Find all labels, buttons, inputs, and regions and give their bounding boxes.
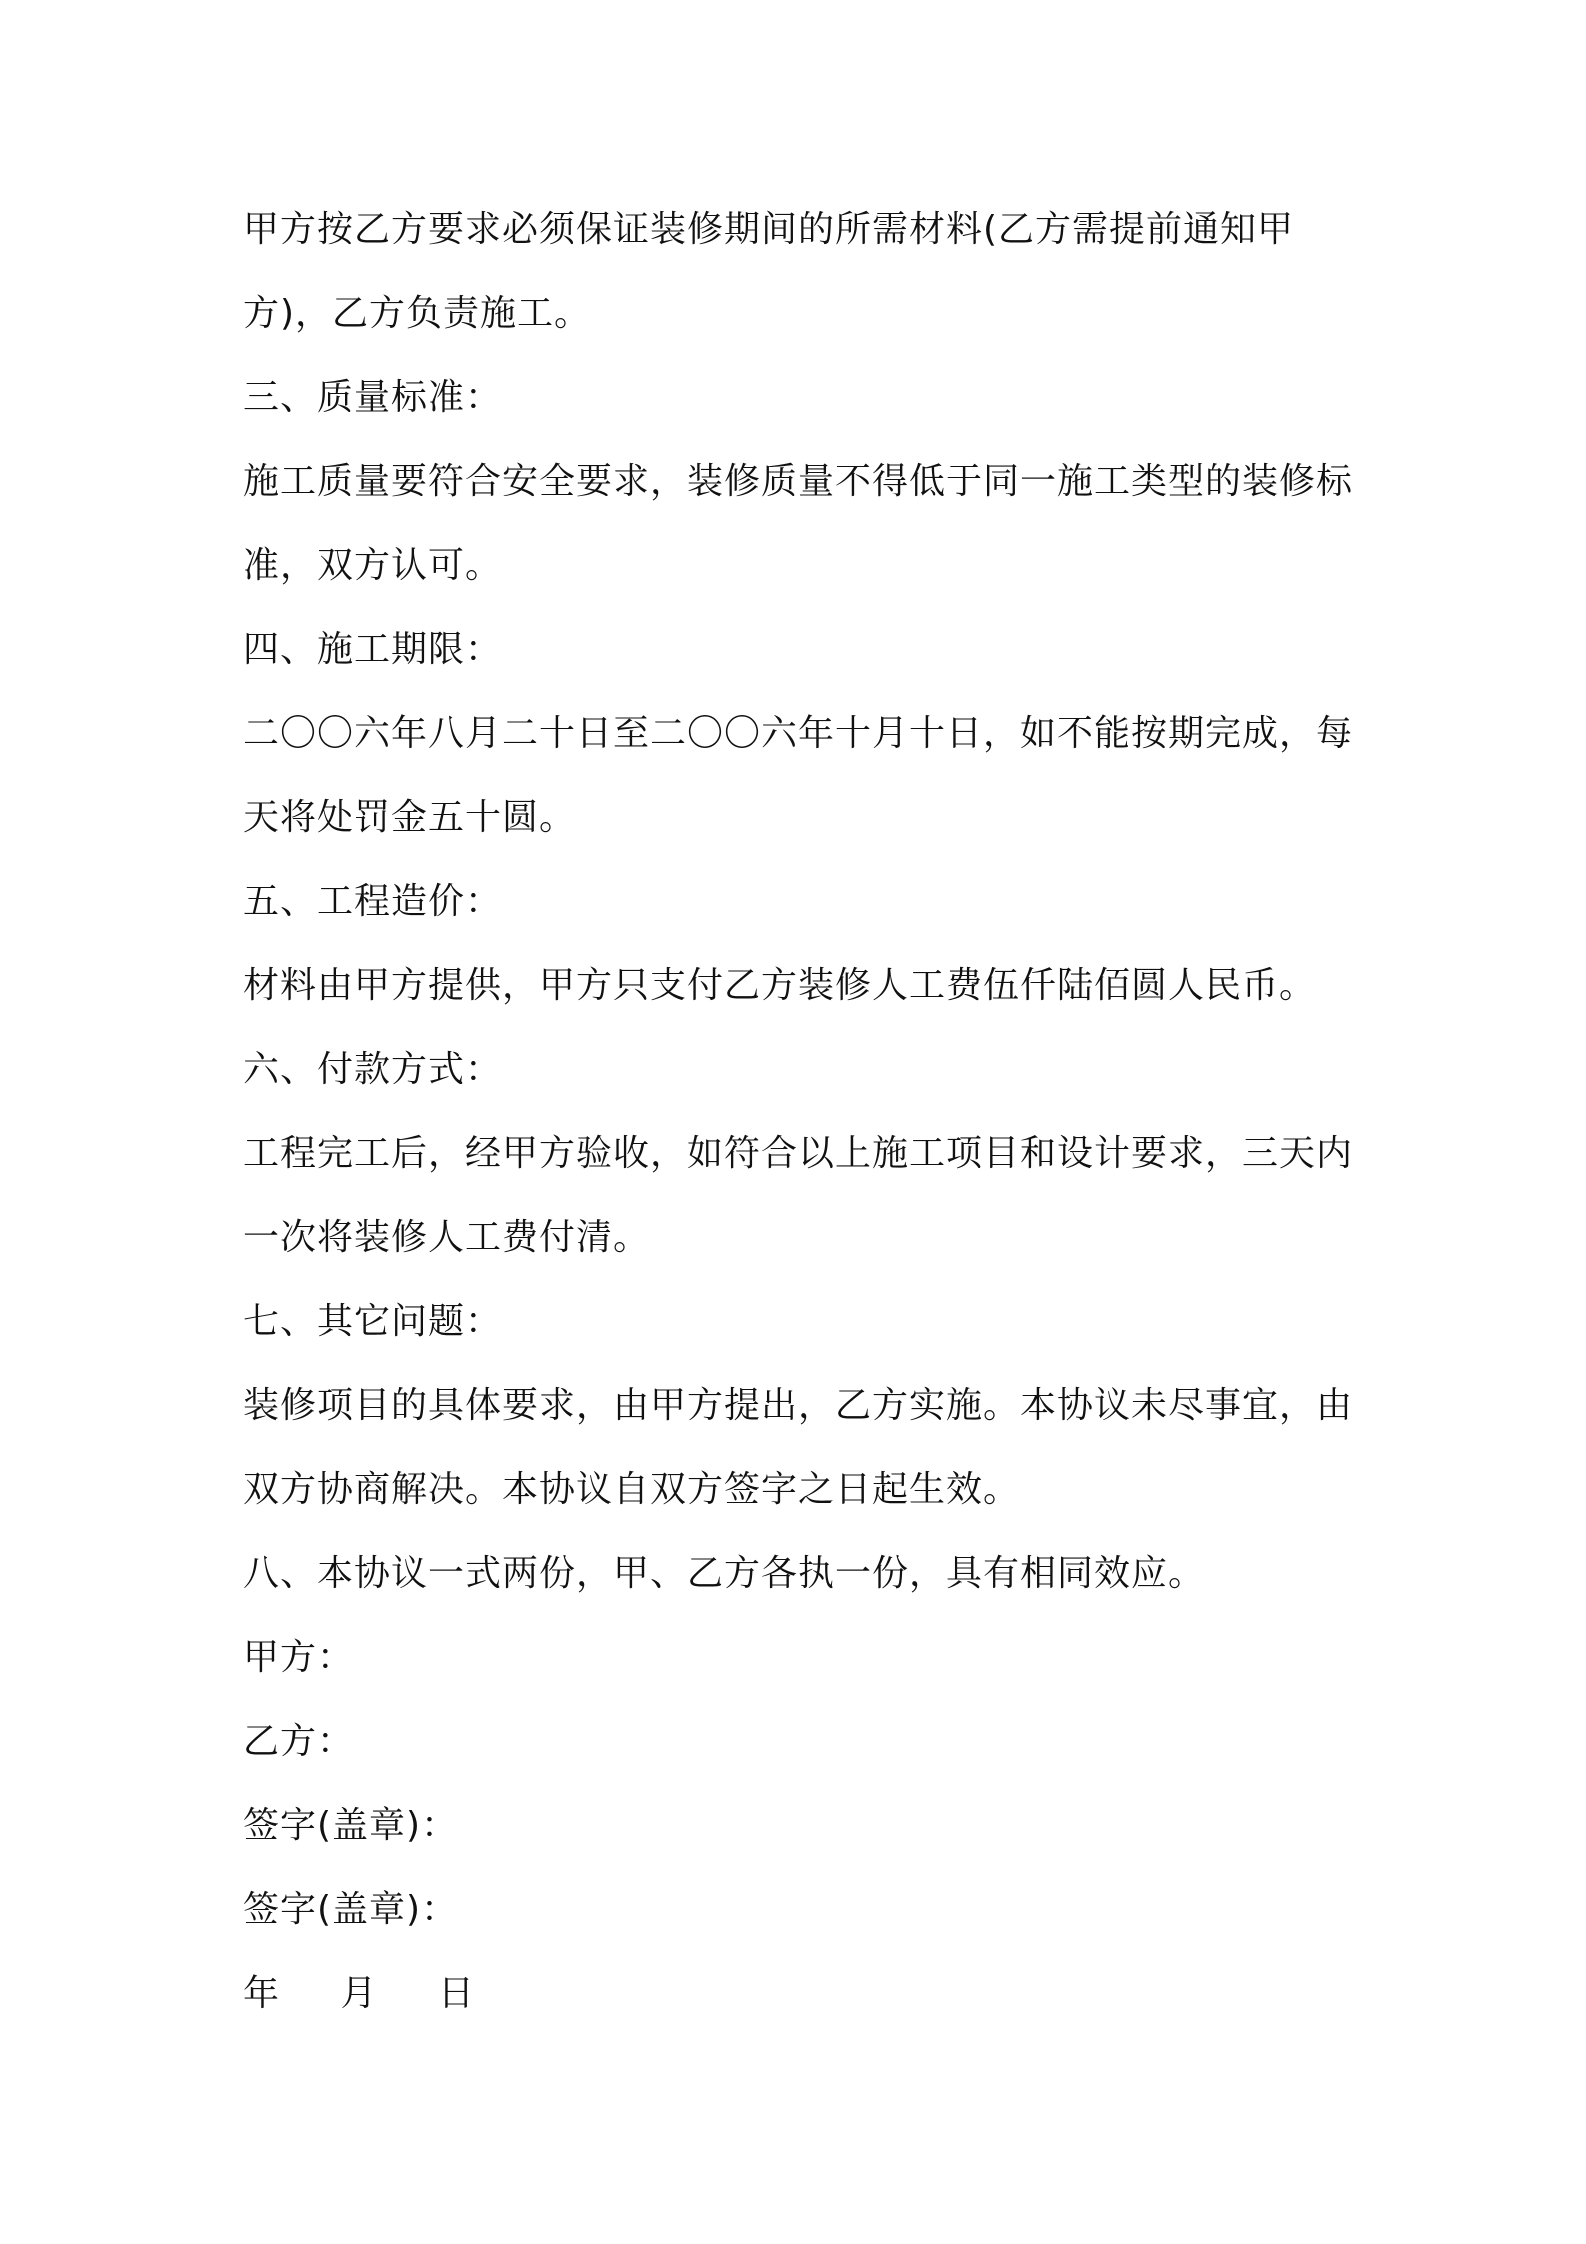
text-line: 一次将装修人工费付清。 bbox=[243, 1217, 651, 1258]
date-month-label: 月 bbox=[340, 1973, 378, 2014]
text-line: 装修项目的具体要求，由甲方提出，乙方实施。本协议未尽事宜，由 bbox=[243, 1385, 1354, 1426]
party-a-label: 甲方： bbox=[243, 1637, 355, 1678]
text-line: 工程完工后，经甲方验收，如符合以上施工项目和设计要求，三天内 bbox=[243, 1133, 1354, 1174]
section-heading-cost: 五、工程造价： bbox=[243, 881, 503, 922]
text-line: 二〇〇六年八月二十日至二〇〇六年十月十日，如不能按期完成，每 bbox=[243, 713, 1354, 754]
signature-label: 签字(盖章)： bbox=[243, 1805, 459, 1846]
date-line bbox=[243, 1967, 1363, 2051]
section-heading-other: 七、其它问题： bbox=[243, 1301, 503, 1342]
section-heading-copies: 八、本协议一式两份，甲、乙方各执一份，具有相同效应。 bbox=[243, 1553, 1206, 1594]
section-heading-quality: 三、质量标准： bbox=[243, 377, 503, 418]
party-b-label: 乙方： bbox=[243, 1721, 355, 1762]
text-line: 材料由甲方提供，甲方只支付乙方装修人工费伍仟陆佰圆人民币。 bbox=[243, 965, 1317, 1006]
text-line: 双方协商解决。本协议自双方签字之日起生效。 bbox=[243, 1469, 1021, 1510]
signature-label: 签字(盖章)： bbox=[243, 1889, 459, 1930]
document-body bbox=[243, 203, 1363, 2051]
text-line: 甲方按乙方要求必须保证装修期间的所需材料(乙方需提前通知甲 bbox=[243, 209, 1295, 250]
section-heading-payment: 六、付款方式： bbox=[243, 1049, 503, 1090]
text-line: 准，双方认可。 bbox=[243, 545, 503, 586]
date-year-label: 年 bbox=[243, 1973, 281, 2014]
text-line: 施工质量要符合安全要求，装修质量不得低于同一施工类型的装修标 bbox=[243, 461, 1354, 502]
text-line: 方)，乙方负责施工。 bbox=[243, 293, 592, 334]
section-heading-period: 四、施工期限： bbox=[243, 629, 503, 670]
date-day-label: 日 bbox=[437, 1973, 475, 2014]
text-line: 天将处罚金五十圆。 bbox=[243, 797, 577, 838]
